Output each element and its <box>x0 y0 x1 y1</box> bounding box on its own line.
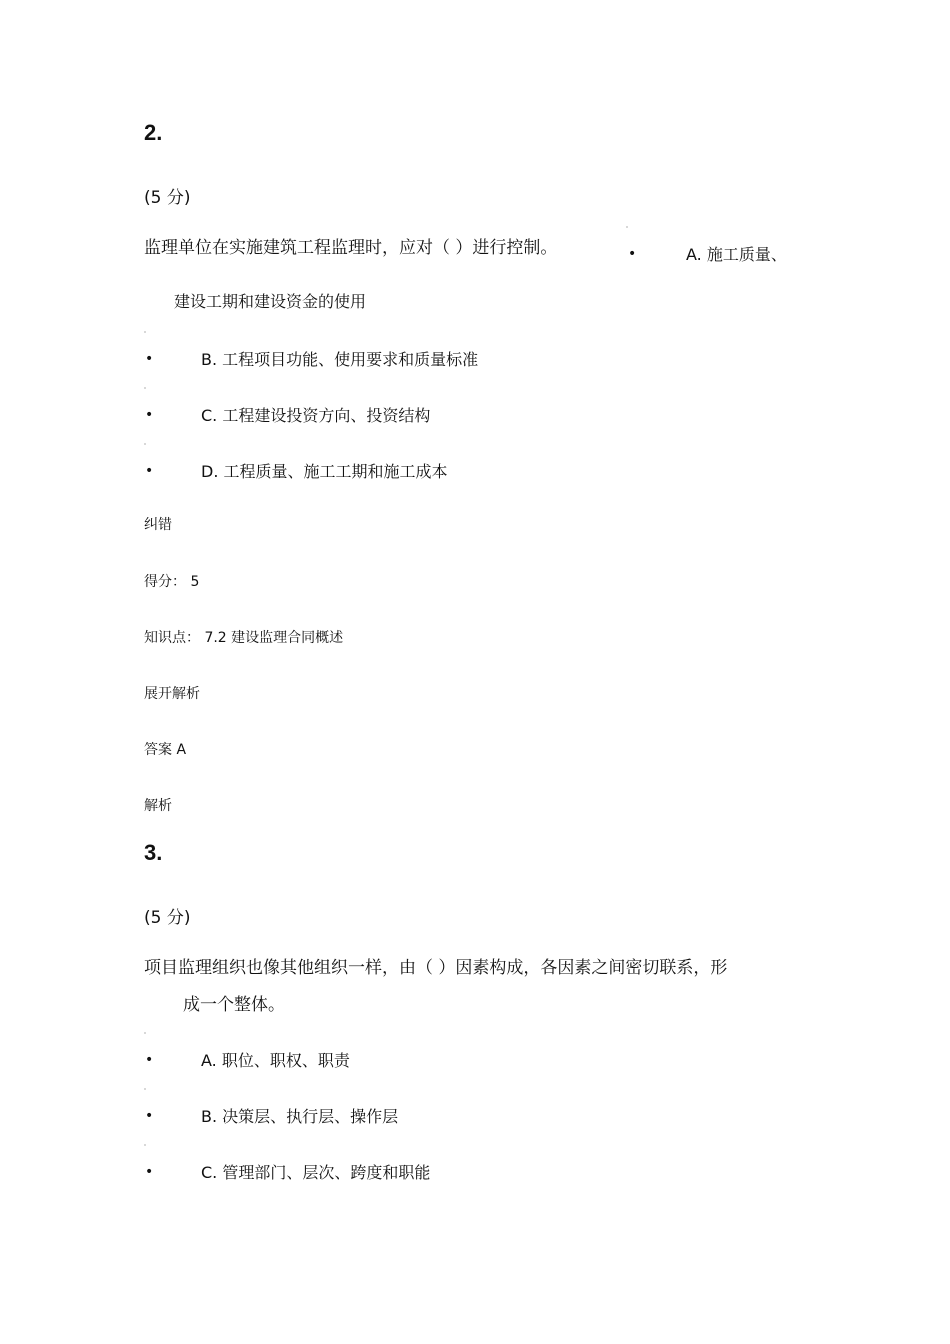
option-text: 施工质量、 <box>706 245 787 264</box>
option-text: 决策层、执行层、操作层 <box>222 1107 399 1126</box>
option-label: A. <box>201 1051 217 1070</box>
question-score: (5 分) <box>144 908 191 928</box>
option-c[interactable] <box>201 1160 430 1183</box>
option-label: B. <box>201 350 218 369</box>
option-label: C. <box>201 1163 218 1182</box>
tick-mark <box>144 1032 146 1034</box>
knowledge-point: 知识点： 7.2 建设监理合同概述 <box>144 630 344 646</box>
option-label: C. <box>201 406 218 425</box>
question-number: 2. <box>144 120 163 145</box>
option-bullet: • <box>145 463 154 479</box>
option-label: D. <box>201 462 219 481</box>
correction-link[interactable]: 纠错 <box>144 517 172 533</box>
option-text: 工程质量、施工工期和施工成本 <box>223 462 448 481</box>
question-stem: 监理单位在实施建筑工程监理时，应对（ ）进行控制。 <box>144 238 558 258</box>
option-d[interactable] <box>201 459 448 482</box>
option-bullet: • <box>145 1108 154 1124</box>
option-c[interactable] <box>201 403 430 426</box>
analysis-heading: 解析 <box>144 798 172 814</box>
option-bullet: • <box>628 246 637 262</box>
option-bullet: • <box>145 1052 154 1068</box>
option-bullet: • <box>145 407 154 423</box>
points-earned: 得分： 5 <box>144 574 200 590</box>
tick-mark <box>144 443 146 445</box>
option-text: 工程建设投资方向、投资结构 <box>222 406 431 425</box>
tick-mark <box>144 1144 146 1146</box>
tick-mark <box>144 1088 146 1090</box>
question-number: 3. <box>144 840 163 865</box>
option-bullet: • <box>145 351 154 367</box>
option-a-continuation: 建设工期和建设资金的使用 <box>174 292 367 311</box>
answer-text: 答案 A <box>144 742 187 758</box>
tick-mark <box>626 226 628 228</box>
question-stem: 项目监理组织也像其他组织一样，由（ ）因素构成，各因素之间密切联系，形 <box>144 958 728 978</box>
question-score: (5 分) <box>144 188 191 208</box>
option-bullet: • <box>145 1164 154 1180</box>
tick-mark <box>144 331 146 333</box>
option-label: B. <box>201 1107 218 1126</box>
option-a[interactable] <box>686 242 787 265</box>
expand-analysis-link[interactable]: 展开解析 <box>144 686 200 702</box>
question-stem-continuation: 成一个整体。 <box>183 995 285 1015</box>
option-text: 工程项目功能、使用要求和质量标准 <box>222 350 479 369</box>
option-a[interactable] <box>201 1048 350 1071</box>
option-b[interactable] <box>201 347 478 370</box>
option-text: 管理部门、层次、跨度和职能 <box>222 1163 431 1182</box>
tick-mark <box>144 387 146 389</box>
option-label: A. <box>686 245 702 264</box>
option-text: 职位、职权、职责 <box>221 1051 350 1070</box>
option-b[interactable] <box>201 1104 398 1127</box>
